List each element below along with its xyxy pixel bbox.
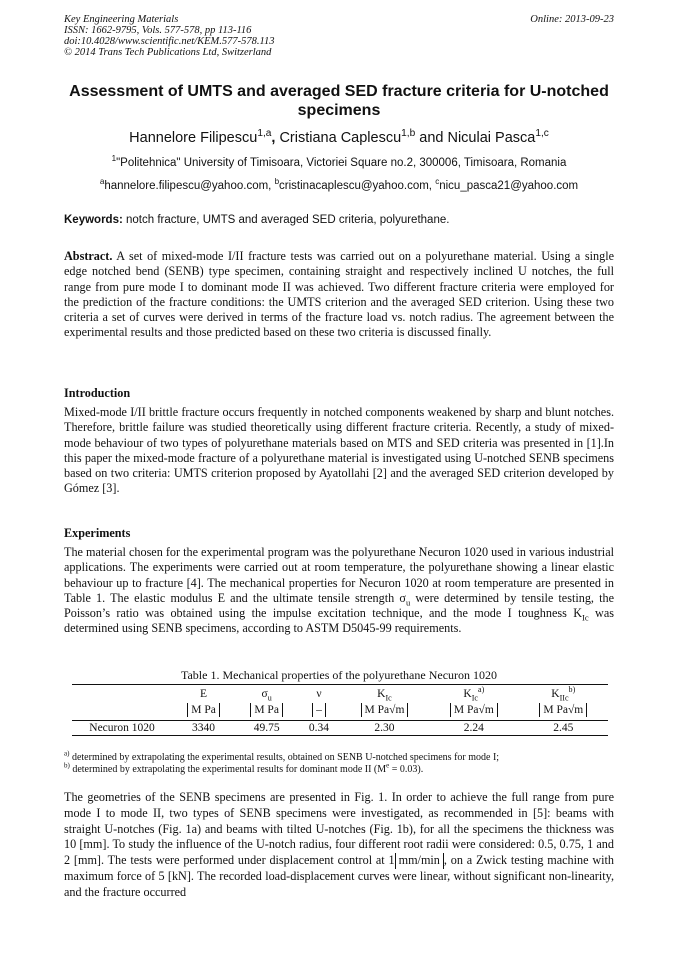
email-address: hannelore.filipescu@yahoo.com, — [104, 180, 275, 192]
note-superscript: e — [386, 761, 390, 770]
column-symbol: K — [463, 688, 472, 700]
table-corner — [72, 685, 172, 721]
column-subscript: Ic — [385, 693, 392, 703]
online-date: Online: 2013-09-23 — [530, 14, 614, 25]
column-header — [519, 685, 608, 721]
email-mark: c — [435, 177, 440, 187]
column-superscript: b) — [568, 685, 576, 695]
note-text: determined by extrapolating the experimental results, obtained on SENB U-notched specimens for mode I; — [69, 752, 500, 763]
table-cell: 2.45 — [553, 722, 574, 734]
author-affil-mark: 1,a — [257, 128, 272, 140]
note-mark: a) — [64, 749, 70, 758]
text-run: The geometries of the SENB specimens are presented in Fig. 1. In order to achieve the full range from pure mode I to mode II, two types of SENB specimens were investigated, as recommended in [5]: beams with straight U-notches (Fig. 1a) and beams with tilted U-notches (Fig. 1b), for all the specimens the thickness was 10 [mm]. To study the influence of the U-notch radius, four different root radii were considered: 0.5, 0.75, 1 and 2 [mm]. The tests were performed under displacement control at 1 — [64, 790, 614, 868]
author-separator: and — [415, 130, 448, 146]
row-label: Necuron 1020 — [89, 722, 155, 734]
note-mark: b) — [64, 761, 70, 770]
abstract-text: A set of mixed-mode I/II fracture tests was carried out on a polyurethane material. Using a single edge notched bend (SENB) type specimen, containing straight and respectively inclined U notches, the full range from pure mode I to dominant mode II was achieved. Two different fracture criteria were employed for the prediction of the fracture conditions: the UMTS criterion and the averaged SED criterion. Using these two criteria a set of curves were derived in terms of the fracture load vs. notch radius. The agreement between the experimental results and those predicted based on these two criteria is discussed finally. — [64, 249, 614, 340]
text-run: were determined by tensile testing, the Poisson’s ratio was obtained using the impulse excitation technique, and the mode I toughness K — [64, 590, 614, 621]
column-header — [172, 685, 235, 721]
keywords-text: notch fracture, UMTS and averaged SED criteria, polyurethane. — [122, 214, 450, 226]
column-unit: M Pa√m — [539, 703, 587, 717]
column-symbol: K — [377, 688, 386, 700]
affiliation-mark: 1 — [111, 154, 117, 164]
column-symbol: E — [200, 688, 208, 700]
issn-line: ISSN: 1662-9795, Vols. 577-578, pp 113-116 — [64, 25, 252, 36]
table-cell: 0.34 — [308, 722, 330, 734]
email-list — [64, 177, 614, 192]
column-subscript: u — [267, 693, 272, 703]
column-superscript: a) — [478, 685, 485, 695]
paper-title: Assessment of UMTS and averaged SED fracture criteria for U-notched specimens — [69, 83, 609, 119]
table-cell: 49.75 — [253, 722, 280, 734]
author-name: Hannelore Filipescu — [129, 130, 258, 146]
rate-unit: mm/min — [395, 853, 444, 869]
note-text: = 0.03). — [389, 764, 424, 775]
column-subscript: IIc — [559, 693, 569, 703]
keywords-label: Keywords: — [64, 214, 123, 226]
text-run: , on a Zwick testing machine with maximum force of 5 [kN]. The recorded load-displacement curves were linear, without significant non-linearity, and the fracture occurred — [64, 853, 614, 899]
author-list — [64, 130, 614, 146]
column-header — [298, 685, 340, 721]
column-symbol: ν — [316, 688, 322, 700]
author-separator: , — [271, 130, 280, 146]
email-mark: b — [274, 177, 280, 187]
subscript: Ic — [582, 612, 589, 623]
abstract-label: Abstract. — [64, 249, 113, 263]
column-symbol: σ — [261, 688, 268, 700]
section-heading-experiments: Experiments — [64, 526, 131, 540]
column-unit: – — [312, 703, 326, 717]
section-heading-introduction: Introduction — [64, 386, 131, 400]
doi-line: doi:10.4028/www.scientific.net/KEM.577-578.113 — [64, 36, 275, 47]
text-run: The material chosen for the experimental program was the polyurethane Necuron 1020 used in various industrial applications. The experiments were carried out at room temperature, the polyurethane showing a linear elastic behaviour up to fracture [4]. The mechanical properties for Necuron 1020 at room temperature are presented in Table 1. The elastic modulus E and the ultimate tensile strength — [64, 545, 614, 605]
sigma-symbol: σ — [399, 590, 406, 605]
text-run: was determined using SENB specimens, according to ASTM D5045-99 requirements. — [64, 606, 614, 636]
author-name: Cristiana Caplescu — [279, 130, 402, 146]
table-cell: 3340 — [192, 722, 216, 734]
table-cell: 2.24 — [463, 722, 484, 734]
introduction-paragraph: Mixed-mode I/II brittle fracture occurs frequently in notched components weakened by sharp and blunt notches. Therefore, brittle failure was studied theoretically using different fracture criteria. Recently, a study of mixed-mode behaviour of two types of polyurethane materials based on MTS and SED criteria was presented in [1].In this paper the mixed-mode fracture of a polyurethane material is investigated using U-notched SENB specimens based on two criteria: UMTS criterion proposed by Ayatollahi [2] and the averaged SED criterion developed by Gómez [3]. — [64, 405, 614, 496]
column-symbol: K — [551, 688, 560, 700]
abstract — [64, 249, 614, 341]
running-header — [64, 14, 614, 58]
column-subscript: Ic — [471, 693, 478, 703]
table-note — [64, 749, 624, 764]
author-name: Niculai Pasca — [447, 130, 536, 146]
note-text: determined by extrapolating the experimental results for dominant mode II (M — [69, 764, 387, 775]
experiments-paragraph — [64, 545, 614, 637]
table-header-row — [72, 685, 608, 721]
author-affil-mark: 1,c — [535, 128, 549, 140]
email-mark: a — [99, 177, 105, 187]
table-note — [64, 761, 624, 776]
email-address: cristinacaplescu@yahoo.com, — [279, 180, 436, 192]
keywords — [64, 214, 614, 226]
table-row — [72, 721, 608, 736]
journal-name: Key Engineering Materials — [64, 14, 179, 25]
affiliation — [64, 154, 614, 169]
column-header — [340, 685, 429, 721]
table-caption: Table 1. Mechanical properties of the polyurethane Necuron 1020 — [180, 668, 498, 682]
column-header — [429, 685, 518, 721]
properties-table — [72, 684, 608, 736]
column-header — [235, 685, 298, 721]
author-affil-mark: 1,b — [401, 128, 416, 140]
subscript: u — [405, 597, 411, 608]
column-unit: M Pa√m — [361, 703, 409, 717]
column-unit: M Pa — [187, 703, 220, 717]
copyright-line: © 2014 Trans Tech Publications Ltd, Switzerland — [64, 47, 272, 58]
column-unit: M Pa — [250, 703, 283, 717]
email-address: nicu_pasca21@yahoo.com — [439, 180, 579, 192]
geometry-paragraph — [64, 790, 614, 901]
table-cell: 2.30 — [374, 722, 395, 734]
column-unit: M Pa√m — [450, 703, 498, 717]
table-notes — [64, 749, 624, 776]
affiliation-text: "Politehnica" University of Timisoara, Victoriei Square no.2, 300006, Timisoara, Romania — [116, 157, 567, 169]
